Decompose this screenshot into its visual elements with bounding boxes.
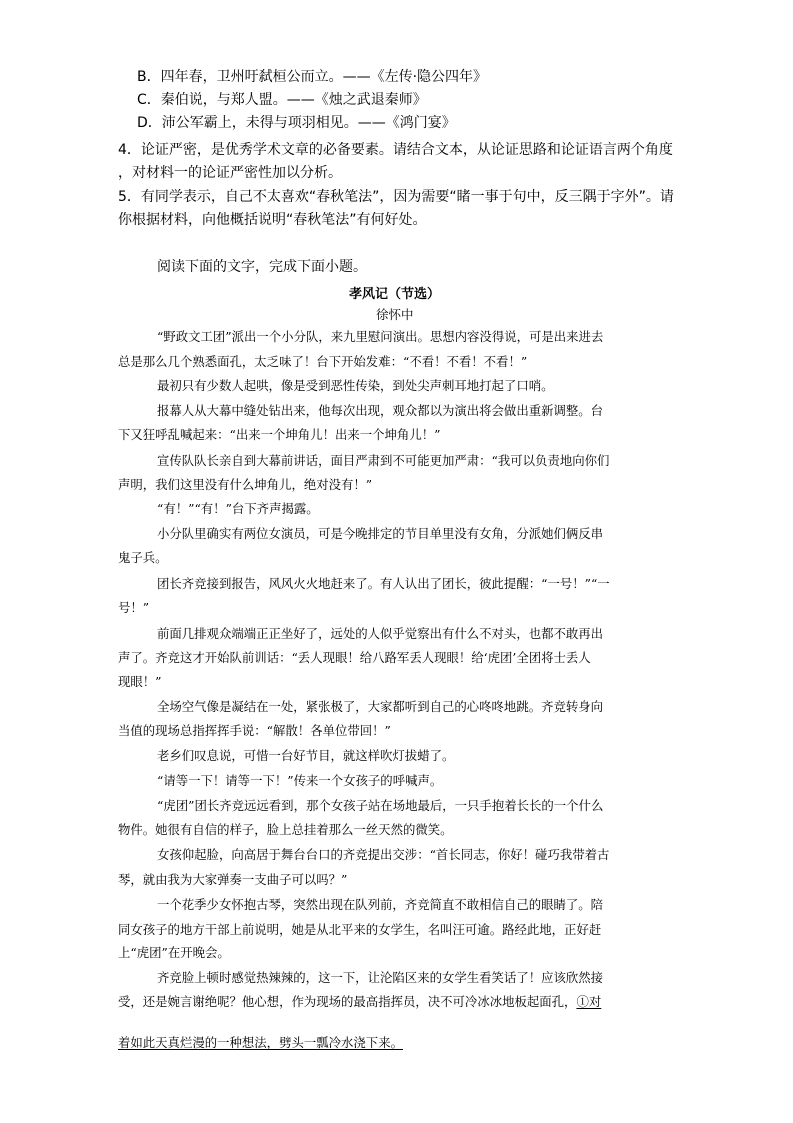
- story-line: 全场空气像是凝结在一处，紧张极了，大家都听到自己的心咚咚地跳。齐竞转身向: [157, 699, 604, 714]
- story-line: 着如此天真烂漫的一种想法，劈头一瓢冷水浇下来。: [118, 1035, 403, 1050]
- story-title: 孝风记（节选）: [349, 287, 441, 302]
- story-line: 同女孩子的地方干部上前说明，她是从北平来的女学生，名叫汪可逾。路经此地，正好赶: [118, 922, 602, 937]
- story-line: 声明，我们这里没有什么坤角儿，绝对没有！”: [118, 477, 373, 492]
- story-line: 鬼子兵。: [118, 550, 168, 565]
- story-line: 下又狂呼乱喊起来：“出来一个坤角儿！出来一个坤角儿！”: [118, 427, 441, 442]
- story-line: 现眼！”: [118, 674, 162, 689]
- question-4-line2: ，对材料一的论证严密性加以分析。: [118, 165, 342, 181]
- story-line: “虎团”团长齐竞远远看到，那个女孩子站在场地最后，一只手抱着长长的一个什么: [157, 798, 604, 813]
- story-line: “有！”“有！”台下齐声揭露。: [157, 501, 319, 516]
- reading-instruction: 阅读下面的文字，完成下面小题。: [157, 259, 367, 275]
- underlined-sentence-1: [118, 1035, 403, 1050]
- story-line: 声了。齐竞这才开始队前训话：“丢人现眼！给八路军丢人现眼！给‘虎团’全团将士丢人: [118, 650, 591, 665]
- question-5-line1: 5．有同学表示，自己不太喜欢“春秋笔法”，因为需要“睹一事于句中，反三隅于字外”。请: [118, 189, 674, 205]
- option-b: B．四年春，卫州吁弑桓公而立。——《左传·隐公四年》: [137, 69, 488, 85]
- story-line: 宣传队队长亲自到大幕前讲话，面目严肃到不可能更加严肃：“我可以负责地向你们: [157, 453, 610, 468]
- story-line: 团长齐竞接到报告，风风火火地赶来了。有人认出了团长，彼此提醒：“一号！”“一: [157, 576, 610, 591]
- story-line: “请等一下！请等一下！”传来一个女孩子的呼喊声。: [157, 773, 443, 788]
- story-line: [118, 994, 601, 1009]
- story-line: “野政文工团”派出一个小分队，来九里慰问演出。思想内容没得说，可是出来进去: [157, 329, 604, 344]
- story-line-text: 受，还是婉言谢绝呢？他心想，作为现场的最高指挥员，决不可冷冰冰地板起面孔，: [118, 994, 577, 1009]
- question-5-line2: 你根据材料，向他概括说明“春秋笔法”有何好处。: [118, 212, 427, 228]
- story-line: 一个花季少女怀抱古琴，突然出现在队列前，齐竞简直不敢相信自己的眼睛了。陪: [157, 897, 604, 912]
- story-line: 老乡们叹息说，可惜一台好节目，就这样吹灯拔蜡了。: [157, 748, 455, 763]
- story-line: 前面几排观众端端正正坐好了，远处的人似乎觉察出有什么不对头，也都不敢再出: [157, 626, 604, 641]
- story-line: 齐竞脸上顿时感觉热辣辣的，这一下，让沦陷区来的女学生看笑话了！应该欣然接: [157, 970, 604, 985]
- story-line: 号！”: [118, 600, 150, 615]
- story-line: 上“虎团”在开晚会。: [118, 945, 230, 960]
- story-line: 总是那么几个熟悉面孔，太乏味了！台下开始发难：“不看！不看！不看！”: [118, 354, 528, 369]
- story-line: 报幕人从大幕中缝处钻出来，他每次出现，观众都以为演出将会做出重新调整。台: [157, 403, 604, 418]
- story-author: 徐怀中: [376, 307, 414, 322]
- question-4-line1: 4．论证严密，是优秀学术文章的必备要素。请结合文本，从论证思路和论证语言两个角度: [118, 142, 673, 158]
- option-c: C．秦伯说，与郑人盟。——《烛之武退秦师》: [137, 92, 427, 108]
- annotation-marker: ①对: [576, 994, 602, 1009]
- story-line: 当值的现场总指挥挥手说：“解散！各单位带回！”: [118, 723, 391, 738]
- option-d: D．沛公军霸上，未得与项羽相见。——《鸿门宴》: [137, 115, 456, 131]
- story-line: 女孩仰起脸，向高居于舞台台口的齐竞提出交涉：“首长同志，你好！碰巧我带着古: [157, 847, 610, 862]
- story-line: 小分队里确实有两位女演员，可是今晚排定的节目单里没有女角，分派她们俩反串: [157, 526, 604, 541]
- story-line: 琴，就由我为大家弹奏一支曲子可以吗？”: [118, 872, 348, 887]
- story-line: 最初只有少数人起哄，像是受到恶性传染，到处尖声刺耳地打起了口哨。: [157, 378, 554, 393]
- story-line: 物件。她很有自信的样子，脸上总挂着那么一丝天然的微笑。: [118, 822, 453, 837]
